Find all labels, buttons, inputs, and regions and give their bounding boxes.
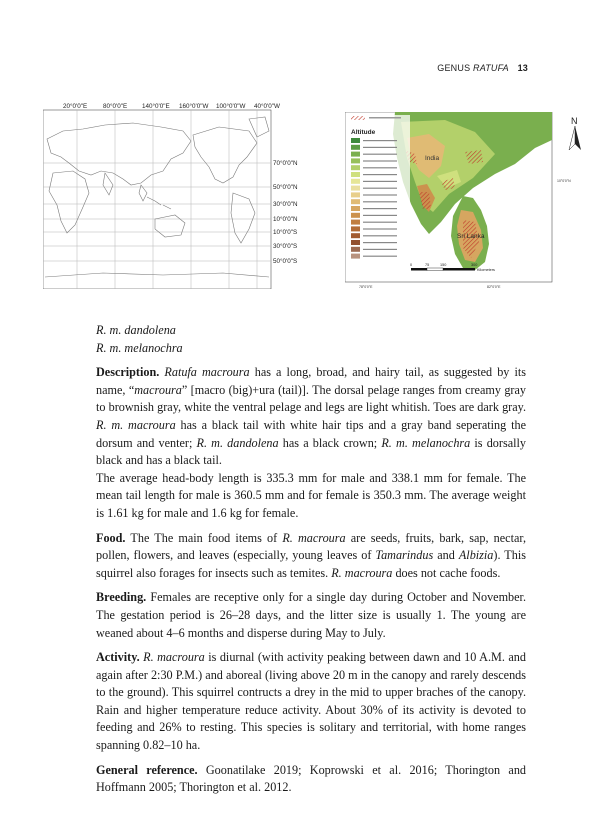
legend-range-text	[363, 167, 397, 168]
lon-label-6: 40°0'0"W	[254, 103, 280, 110]
legend-swatch	[351, 213, 360, 218]
legend-range-text	[363, 215, 397, 216]
page-number: 13	[517, 63, 528, 73]
text-span: ” [macro (big)+ura (tail)]. The dorsal pelage ranges from creamy gray to brownish gray, white the ventral pelage and legs are light whitish. Toes are dark gray.	[96, 382, 526, 415]
food-heading: Food.	[96, 530, 126, 545]
text-span: are seeds, fruits, bark, sap, nectar, pollen, flowers, and leaves (especially, young leaves of	[96, 530, 526, 563]
legend-range-text	[363, 160, 397, 161]
lat-label-right: 10°0'0"N	[557, 179, 571, 183]
subspecies-name: R. m. dandolena	[196, 435, 279, 450]
country-label-india: India	[425, 155, 440, 162]
breeding-paragraph	[96, 589, 526, 642]
north-arrow-icon	[569, 126, 581, 150]
legend-range-text	[363, 228, 397, 229]
legend-swatch	[351, 186, 360, 191]
subspecies-1: R. m. dandolena	[96, 323, 176, 337]
text-span: ). This squirrel also forages for insects such as temites.	[96, 548, 526, 580]
range-map	[345, 112, 595, 289]
legend-range-text	[363, 188, 397, 189]
species-name: Ratufa macroura	[164, 365, 250, 380]
subspecies-name: R. m. macroura	[96, 417, 176, 432]
legend-swatch	[351, 138, 360, 143]
genus-label: GENUS	[437, 63, 471, 73]
legend-range-text	[363, 256, 397, 257]
reference-heading: General reference.	[96, 762, 198, 777]
lat-label-6: 30°0'0"S	[273, 243, 298, 250]
activity-heading: Activity.	[96, 650, 140, 665]
legend-swatch	[351, 199, 360, 204]
activity-paragraph	[96, 649, 526, 755]
legend-title: Altitude	[351, 129, 376, 136]
world-map	[43, 101, 339, 289]
lat-label-2: 50°0'0"N	[273, 184, 298, 191]
legend-range-text	[363, 140, 397, 141]
running-header	[437, 63, 528, 73]
text-span: is diurnal (with activity peaking between dawn and 10 A.M. and again after 2:30 P.M.) and aboreal (living above 20 m in the canopy and rarely descends to the ground). This squirrel contructs a drey in the mid to upper braches of the canopy. Rain and higher temperature reduce activity. About 30% of its activity is devoted to feeding and 26% to resting. This species is solitary and territorial, with home ranges spanning 0.82–10 ha.	[96, 650, 526, 753]
legend-range-text	[363, 154, 397, 155]
legend-swatch	[351, 254, 360, 259]
distribution-figure	[43, 101, 578, 289]
legend-swatch	[351, 179, 360, 184]
legend-range-text	[363, 222, 397, 223]
legend-swatch	[351, 172, 360, 177]
scale-tick-3: 300	[471, 263, 478, 267]
species-text	[96, 322, 526, 797]
legend-swatch	[351, 247, 360, 252]
reference-paragraph	[96, 762, 526, 797]
legend-swatch	[351, 192, 360, 197]
lon-label-5: 100°0'0"W	[216, 103, 246, 110]
description-paragraph	[96, 364, 526, 470]
lon-label-3: 140°0'0"E	[142, 103, 170, 110]
text-span: has a black tail with white hair tips and a gray band seperating the dorsum and venter;	[96, 417, 526, 450]
north-label: N	[571, 116, 578, 126]
lat-label-5: 10°0'0"S	[273, 229, 298, 236]
legend-swatch	[351, 220, 360, 225]
text-span: and	[433, 548, 459, 563]
legend-swatch	[351, 240, 360, 245]
genus-name: RATUFA	[473, 63, 509, 73]
species-name: R. macroura	[331, 565, 393, 580]
legend-swatch	[351, 233, 360, 238]
text-span: is dorsally black and has a black tail.	[96, 435, 526, 468]
legend-swatch	[351, 226, 360, 231]
text-span: has a black crown;	[278, 435, 382, 450]
legend-range-text	[363, 201, 397, 202]
breeding-heading: Breeding.	[96, 590, 147, 605]
scale-tick-1: 75	[425, 263, 430, 267]
species-epithet: macroura	[134, 382, 182, 397]
lat-label-4: 10°0'0"N	[273, 216, 298, 223]
text-span: has a long, broad, and hairy tail, as suggested by its name, “	[96, 365, 526, 397]
legend-swatch	[351, 206, 360, 211]
subspecies-name: R. m. melanochra	[381, 435, 471, 450]
measurements-paragraph: The average head-body length is 335.3 mm for male and 338.1 mm for female. The mean tail length for male is 360.5 mm and for female is 350.3 mm. The average weight is 1.61 kg for male and 1.6 kg for female.	[96, 470, 526, 520]
legend-range-text	[363, 242, 397, 243]
species-name: R. macroura	[282, 530, 346, 545]
legend-range-text	[363, 249, 397, 250]
genus-albizia: Albizia	[458, 548, 494, 563]
legend-swatch	[351, 165, 360, 170]
lon-label-1: 20°0'0"E	[63, 103, 88, 110]
legend-range-text	[363, 235, 397, 236]
lon-label-4: 160°0'0"W	[179, 103, 209, 110]
legend-range-text	[363, 181, 397, 182]
text-span: The The main food items of	[125, 530, 283, 545]
legend-swatch	[351, 158, 360, 163]
legend-swatch	[351, 145, 360, 150]
lon-label-2: 80°0'0"E	[103, 103, 128, 110]
legend-range-text	[363, 174, 397, 175]
description-heading: Description.	[96, 365, 160, 380]
scale-tick-0: 0	[410, 263, 413, 267]
legend-swatch	[351, 152, 360, 157]
lat-label-3: 30°0'0"N	[273, 201, 298, 208]
legend-range-text	[363, 147, 397, 148]
legend-range-text	[363, 208, 397, 209]
text-span: Goonatilake 2019; Koprowski et al. 2016; Thorington and Hoffmann 2005; Thorington et al. 2012.	[96, 762, 526, 795]
text-span: does not cache foods.	[392, 565, 501, 580]
legend-range-text	[363, 194, 397, 195]
text-span: Females are receptive only for a single day during October and November. The gestation period is 26–28 days, and the litter size is usually 1. The young are weaned about 4–6 months and disperse during May to July.	[96, 590, 526, 640]
genus-tamarindus: Tamarindus	[375, 548, 434, 563]
scale-tick-2: 150	[440, 263, 447, 267]
lon-label-bottom-2: 82°0'0"E	[487, 285, 501, 289]
lat-label-7: 50°0'0"S	[273, 258, 298, 265]
species-name: R. macroura	[143, 650, 205, 665]
country-label-srilanka: Sri Lanka	[457, 233, 485, 240]
lat-label-1: 70°0'0"N	[273, 160, 298, 167]
scale-unit: Kilometers	[477, 268, 495, 272]
food-paragraph	[96, 530, 526, 583]
subspecies-2: R. m. melanochra	[96, 340, 183, 355]
lon-label-bottom-1: 78°0'0"E	[359, 285, 373, 289]
